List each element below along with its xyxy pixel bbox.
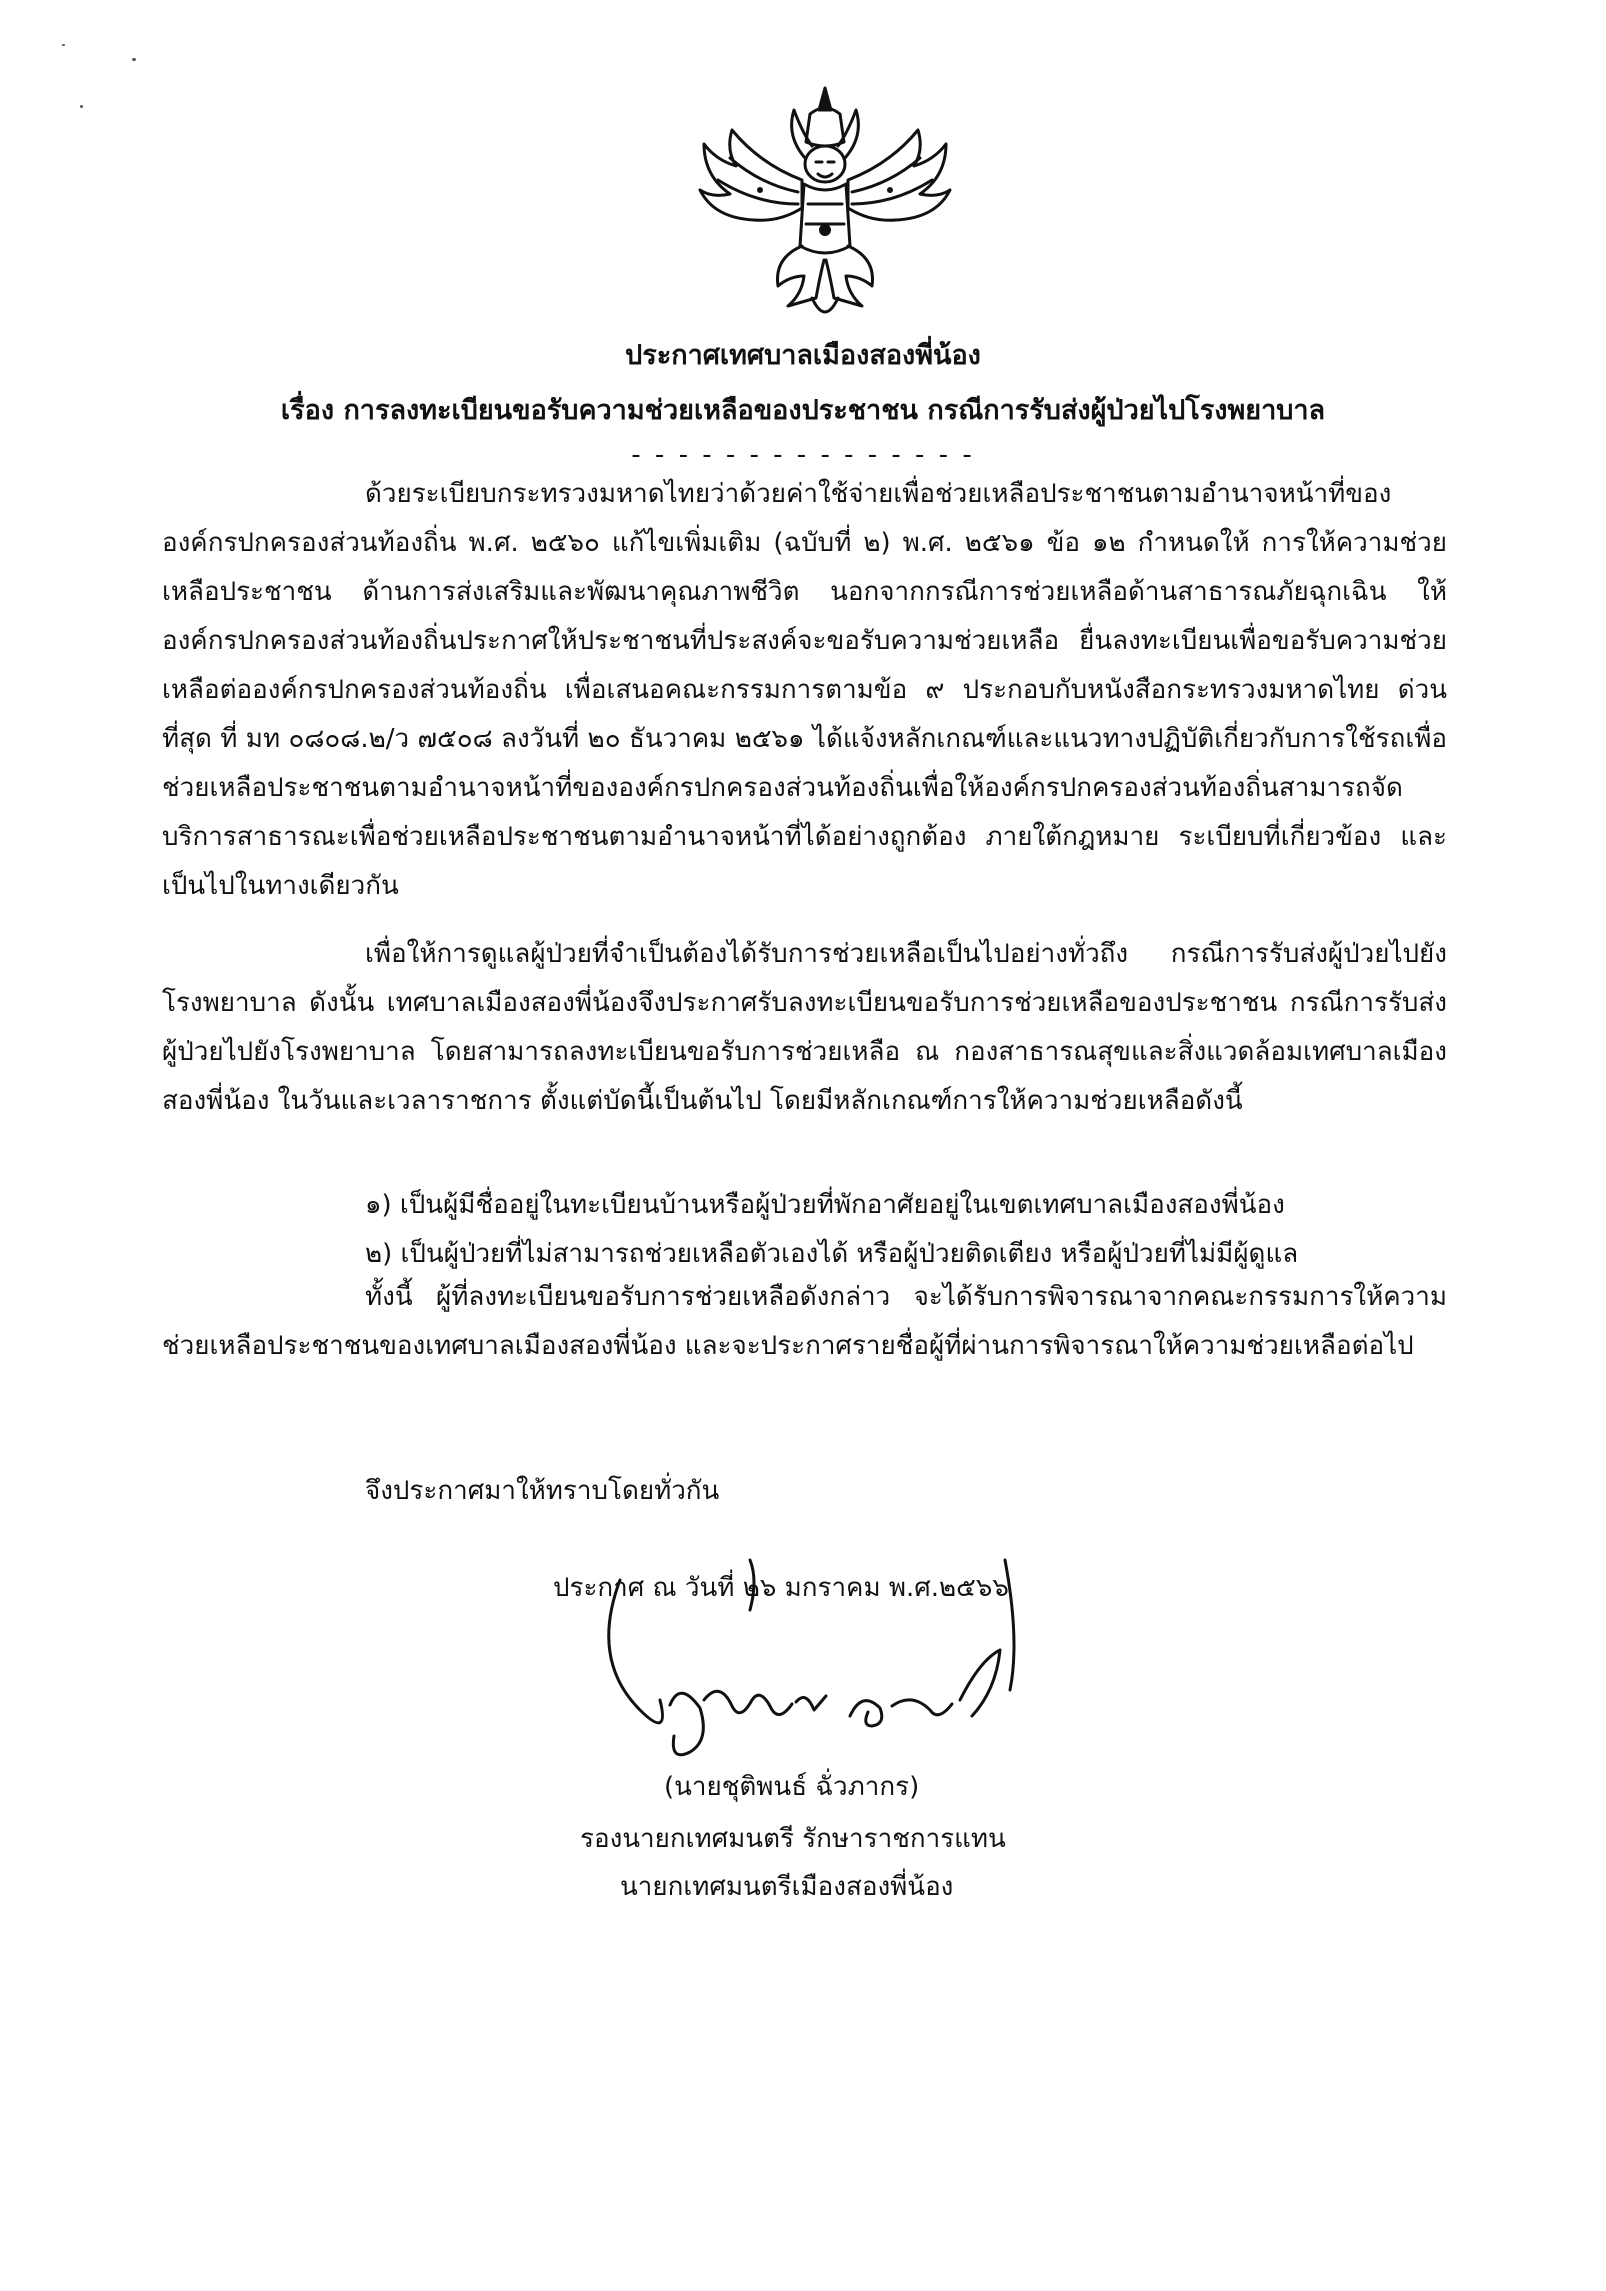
title-separator: - - - - - - - - - - - - - - - — [631, 440, 975, 470]
signer-name: (นายชุติพนธ์ ฉั่วภากร) — [664, 1772, 920, 1802]
signer-position-2: นายกเทศมนตรีเมืองสองพี่น้อง — [620, 1872, 954, 1902]
body-paragraph-1: ด้วยระเบียบกระทรวงมหาดไทยว่าด้วยค่าใช้จ่ายเพื่อช่วยเหลือประชาชนตามอำนาจหน้าที่ขององค์กรปกครองส่วนท้องถิ่น พ.ศ. ๒๕๖๐ แก้ไขเพิ่มเติม (ฉบับที่ ๒) พ.ศ. ๒๕๖๑ ข้อ ๑๒ กำหนดให้ การให้ความช่วยเหลือประชาชน ด้านการส่งเสริมและพัฒนาคุณภาพชีวิต นอกจากกรณีการช่วยเหลือด้านสาธารณภัยฉุกเฉิน ให้องค์กรปกครองส่วนท้องถิ่นประกาศให้ประชาชนที่ประสงค์จะขอรับความช่วยเหลือ ยื่นลงทะเบียนเพื่อขอรับความช่วยเหลือต่อองค์กรปกครองส่วนท้องถิ่น เพื่อเสนอคณะกรรมการตามข้อ ๙ ประกอบกับหนังสือกระทรวงมหาดไทย ด่วนที่สุด ที่ มท ๐๘๐๘.๒/ว ๗๕๐๘ ลงวันที่ ๒๐ ธันวาคม ๒๕๖๑ ได้แจ้งหลักเกณฑ์และแนวทางปฏิบัติเกี่ยวกับการใช้รถเพื่อช่วยเหลือประชาชนตามอำนาจหน้าที่ขององค์กรปกครองส่วนท้องถิ่นเพื่อให้องค์กรปกครองส่วนท้องถิ่นสามารถจัดบริการสาธารณะเพื่อช่วยเหลือประชาชนตามอำนาจหน้าที่ได้อย่างถูกต้อง ภายใต้กฎหมาย ระเบียบที่เกี่ยวข้อง และเป็นไปในทางเดียวกัน — [162, 479, 1447, 901]
announcement-closing: จึงประกาศมาให้ทราบโดยทั่วกัน — [365, 1476, 720, 1506]
scan-speck — [132, 58, 136, 61]
announcement-title: ประกาศเทศบาลเมืองสองพี่น้อง — [625, 340, 981, 371]
criteria-item-1: ๑) เป็นผู้มีชื่ออยู่ในทะเบียนบ้านหรือผู้ป่วยที่พักอาศัยอยู่ในเขตเทศบาลเมืองสองพี่น้อง — [365, 1190, 1285, 1220]
criteria-item-2: ๒) เป็นผู้ป่วยที่ไม่สามารถช่วยเหลือตัวเองได้ หรือผู้ป่วยติดเตียง หรือผู้ป่วยที่ไม่มีผู้ดูแล — [365, 1239, 1299, 1269]
announcement-subject: เรื่อง การลงทะเบียนขอรับความช่วยเหลือของประชาชน กรณีการรับส่งผู้ป่วยไปโรงพยาบาล — [280, 395, 1326, 426]
handwritten-signature — [600, 1540, 1060, 1790]
announcement-dateline: ประกาศ ณ วันที่ ๒๖ มกราคม พ.ศ.๒๕๖๖ — [553, 1573, 1009, 1603]
scan-speck — [62, 44, 65, 46]
body-paragraph-2: เพื่อให้การดูแลผู้ป่วยที่จำเป็นต้องได้รับการช่วยเหลือเป็นไปอย่างทั่วถึง กรณีการรับส่งผู้ป่วยไปยังโรงพยาบาล ดังนั้น เทศบาลเมืองสองพี่น้องจึงประกาศรับลงทะเบียนขอรับการช่วยเหลือของประชาชน กรณีการรับส่งผู้ป่วยไปยังโรงพยาบาล โดยสามารถลงทะเบียนขอรับการช่วยเหลือ ณ กองสาธารณสุขและสิ่งแวดล้อมเทศบาลเมืองสองพี่น้อง ในวันและเวลาราชการ ตั้งแต่บัดนี้เป็นต้นไป โดยมีหลักเกณฑ์การให้ความช่วยเหลือดังนี้ — [162, 939, 1447, 1116]
signer-position-1: รองนายกเทศมนตรี รักษาราชการแทน — [580, 1824, 1006, 1854]
body-paragraph-3: ทั้งนี้ ผู้ที่ลงทะเบียนขอรับการช่วยเหลือดังกล่าว จะได้รับการพิจารณาจากคณะกรรมการให้ความช่วยเหลือประชาชนของเทศบาลเมืองสองพี่น้อง และจะประกาศรายชื่อผู้ที่ผ่านการพิจารณาให้ความช่วยเหลือต่อไป — [162, 1282, 1447, 1361]
scan-speck — [80, 105, 83, 108]
garuda-emblem-icon — [690, 80, 960, 330]
